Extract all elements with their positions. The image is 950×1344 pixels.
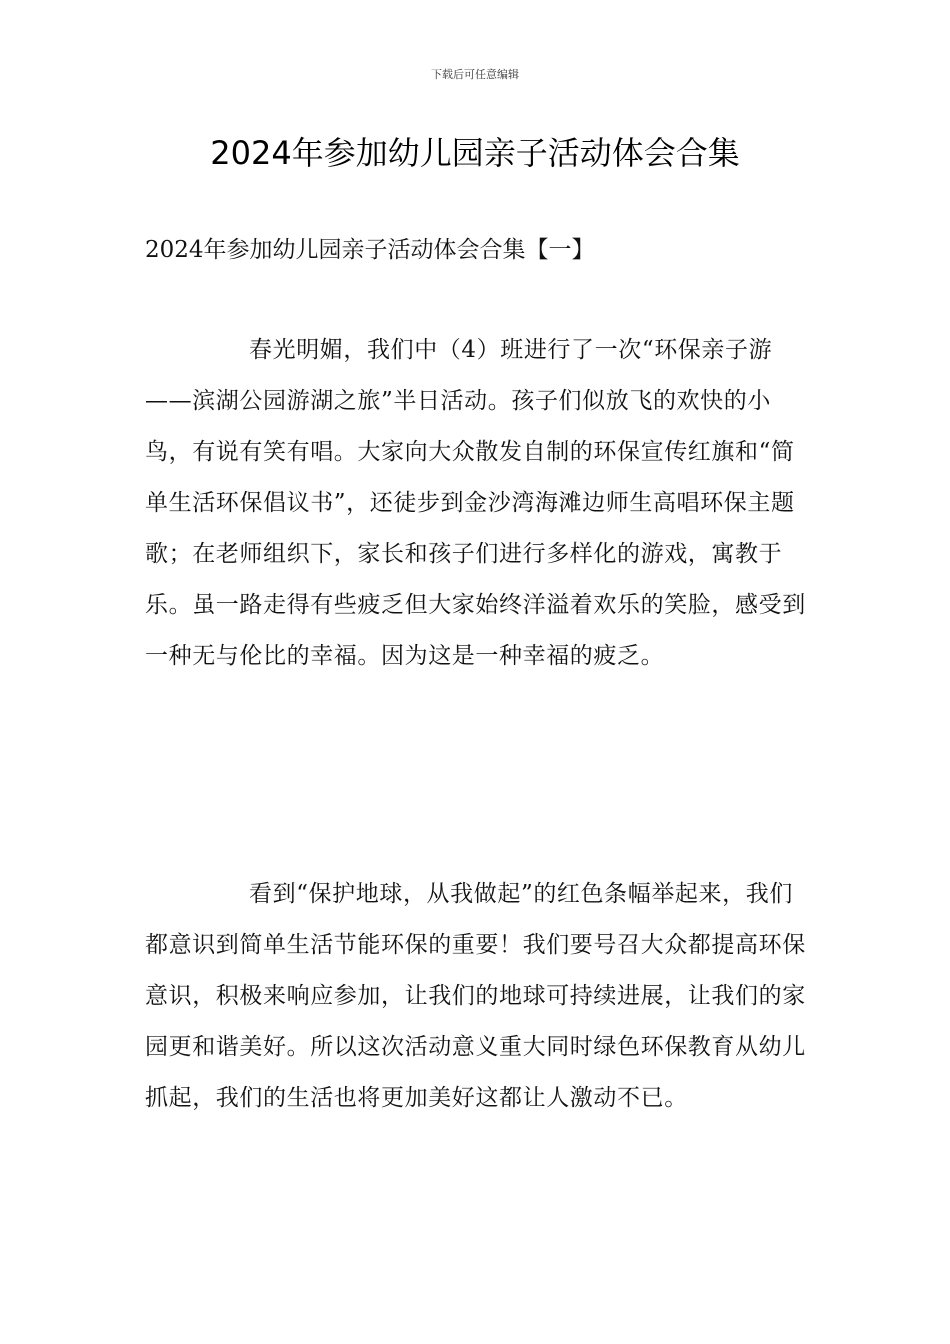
section-heading: 2024年参加幼儿园亲子活动体会合集【一】 (145, 237, 595, 263)
header-note: 下载后可任意编辑 (431, 68, 519, 81)
paragraph: 看到“保护地球，从我做起”的红色条幅举起来，我们都意识到简单生活节能环保的重要！我们要号召大众都提高环保意识，积极来响应参加，让我们的地球可持续进展，让我们的家园更和谐美好。所以这次活动意义重大同时绿色环保教育从幼儿抓起，我们的生活也将更加美好这都让人激动不已。 (145, 881, 806, 1111)
paragraph: 春光明媚，我们中（4）班进行了一次“环保亲子游——滨湖公园游湖之旅”半日活动。孩子们似放飞的欢快的小鸟，有说有笑有唱。大家向大众散发自制的环保宣传红旗和“简单生活环保倡议书”，还徒步到金沙湾海滩边师生高唱环保主题歌；在老师组织下，家长和孩子们进行多样化的游戏，寓教于乐。虽一路走得有些疲乏但大家始终洋溢着欢乐的笑脸，感受到一种无与伦比的幸福。因为这是一种幸福的疲乏。 (145, 337, 806, 669)
document-title: 2024年参加幼儿园亲子活动体会合集 (210, 134, 740, 172)
